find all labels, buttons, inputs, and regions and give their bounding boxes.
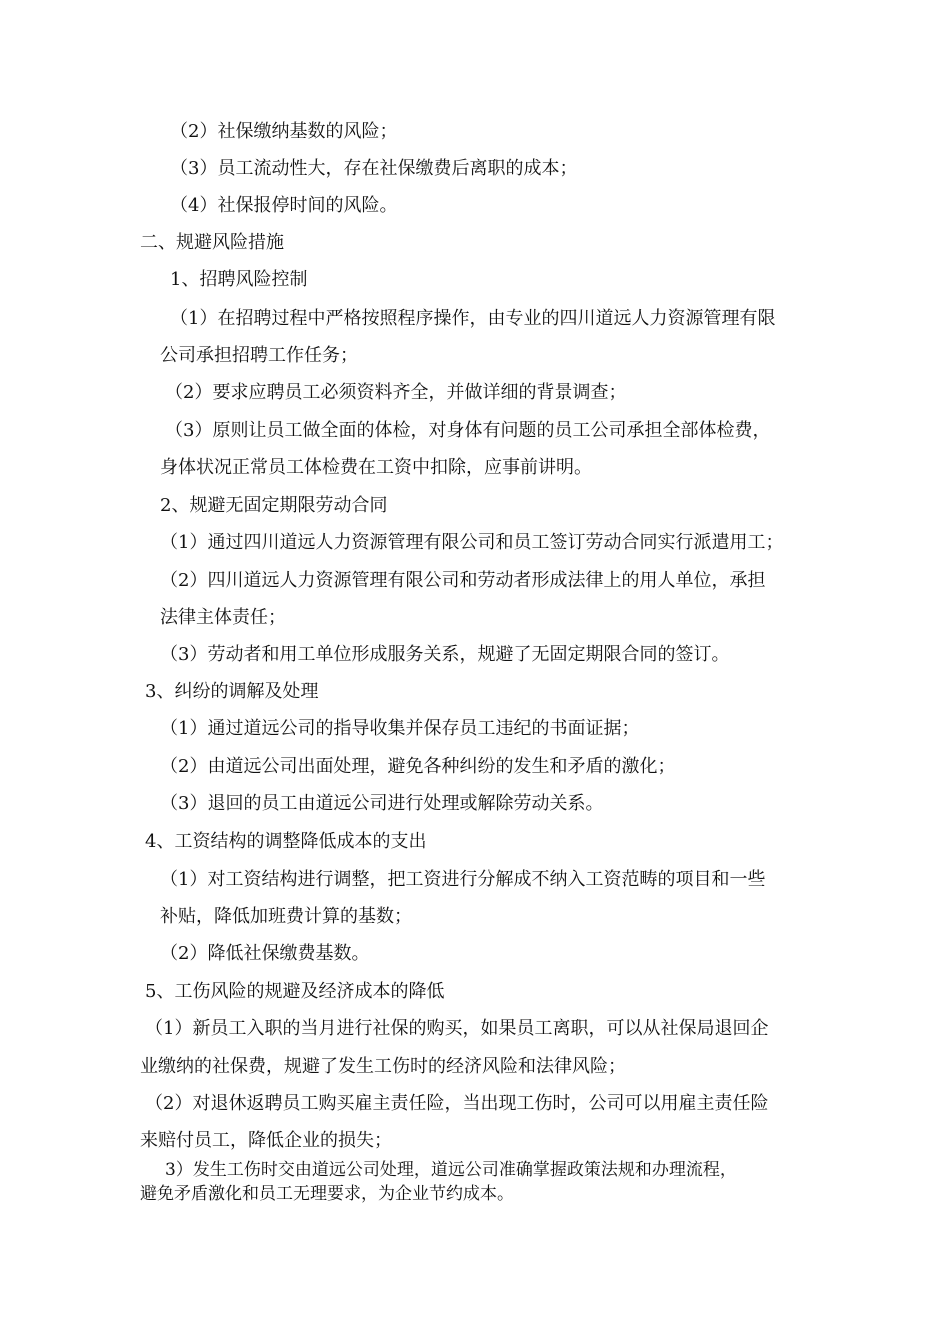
text-line: （3）员工流动性大，存在社保缴费后离职的成本； <box>170 158 578 179</box>
text-line: 业缴纳的社保费，规避了发生工伤时的经济风险和法律风险； <box>140 1056 626 1077</box>
subsection-heading: 1、招聘风险控制 <box>170 269 308 290</box>
text-line: （1）对工资结构进行调整，把工资进行分解成不纳入工资范畴的项目和一些 <box>160 869 766 890</box>
text-line: （4）社保报停时间的风险。 <box>170 195 398 216</box>
section-heading: 二、规避风险措施 <box>140 232 284 253</box>
text-line: 来赔付员工，降低企业的损失； <box>140 1130 392 1151</box>
text-line: （2）要求应聘员工必须资料齐全，并做详细的背景调查； <box>165 382 627 403</box>
subsection-heading: 4、工资结构的调整降低成本的支出 <box>145 831 427 852</box>
text-line: （1）在招聘过程中严格按照程序操作，由专业的四川道远人力资源管理有限 <box>170 308 776 329</box>
text-line: （3）原则让员工做全面的体检，对身体有问题的员工公司承担全部体检费， <box>165 420 771 441</box>
text-line: （3）退回的员工由道远公司进行处理或解除劳动关系。 <box>160 793 604 814</box>
text-line: （2）由道远公司出面处理，避免各种纠纷的发生和矛盾的激化； <box>160 756 676 777</box>
text-line: 身体状况正常员工体检费在工资中扣除，应事前讲明。 <box>160 457 592 478</box>
text-line: （3）劳动者和用工单位形成服务关系，规避了无固定期限合同的签订。 <box>160 644 730 665</box>
text-line: 补贴，降低加班费计算的基数； <box>160 906 412 927</box>
text-line: （2）四川道远人力资源管理有限公司和劳动者形成法律上的用人单位，承担 <box>160 570 766 591</box>
text-line: （1）通过道远公司的指导收集并保存员工违纪的书面证据； <box>160 718 640 739</box>
subsection-heading: 2、规避无固定期限劳动合同 <box>160 495 388 516</box>
subsection-heading: 5、工伤风险的规避及经济成本的降低 <box>145 981 445 1002</box>
text-line: （1）通过四川道远人力资源管理有限公司和员工签订劳动合同实行派遣用工； <box>160 532 784 553</box>
text-line: （1）新员工入职的当月进行社保的购买，如果员工离职，可以从社保局退回企 <box>145 1018 769 1039</box>
text-line: 法律主体责任； <box>160 607 286 628</box>
text-line: （2）社保缴纳基数的风险； <box>170 121 398 142</box>
text-line: （2）降低社保缴费基数。 <box>160 943 370 964</box>
text-line: 公司承担招聘工作任务； <box>160 345 358 366</box>
text-line: 避免矛盾激化和员工无理要求，为企业节约成本。 <box>140 1184 514 1204</box>
text-line: （2）对退休返聘员工购买雇主责任险，当出现工伤时，公司可以用雇主责任险 <box>145 1093 769 1114</box>
subsection-heading: 3、纠纷的调解及处理 <box>145 681 319 702</box>
text-line: 3）发生工伤时交由道远公司处理，道远公司准确掌握政策法规和办理流程， <box>165 1160 737 1180</box>
